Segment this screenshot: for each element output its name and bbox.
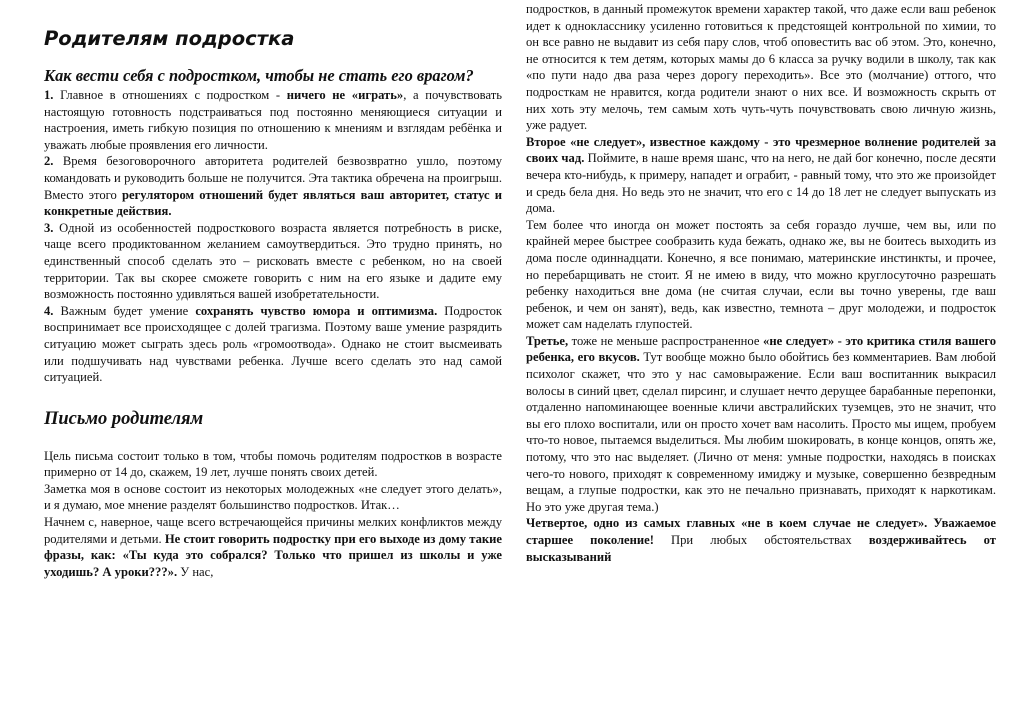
text-run: тоже не меньше распространенное	[568, 333, 764, 348]
text-run: Цель письма состоит только в том, чтобы помочь родителям подростков в возрасте примерно от 14 до, скажем, 19 лет, лучше понять своих детей.	[44, 448, 502, 480]
left-column	[44, 0, 502, 724]
bold-text-run: 3.	[44, 220, 54, 235]
fourth-rule-paragraph	[526, 515, 996, 565]
bold-text-run: Не стоит говорить подростку при его выходе из дому такие фразы, как: «Ты куда это собрался? Только что пришел из школы и уже уходишь? А уроки???».	[44, 531, 502, 579]
text-run: Заметка моя в основе состоит из некоторых молодежных «не следует этого делать», и я думаю, мое мнение разделят большинство подростков. Итак…	[44, 481, 502, 513]
text-run: При любых обстоятельствах	[653, 533, 869, 547]
right-column	[526, 0, 996, 724]
text-run: Главное в отношениях с подростком -	[53, 88, 287, 102]
letter-intro	[44, 448, 502, 481]
bold-text-run: сохранять чувство юмора и оптимизма.	[195, 303, 438, 318]
bold-text-run: 1.	[44, 88, 54, 102]
third-rule-paragraph	[526, 333, 996, 516]
bold-text-run: 4.	[44, 303, 54, 318]
bold-text-run: ничего не «играть»	[286, 88, 404, 102]
page-title: Родителям подростка	[44, 27, 295, 50]
bold-text-run: Третье,	[526, 333, 569, 348]
second-rule-paragraph	[526, 134, 996, 217]
paragraph-4	[44, 303, 502, 386]
bold-text-run: Второе «не следует», известное каждому - это чрезмерное волнение родителей за своих чад.	[526, 134, 996, 166]
text-run: Время безоговорочного авторитета родителей безвозвратно ушло, поэтому командовать и руководить больше не получится. Эта тактика обречена на проигрыш. Вместо этого	[44, 154, 502, 202]
text-run: Одной из особенностей подросткового возраста является потребность в риске, чаще всего продиктованном желанием самоутвердиться. Это трудно принять, но единственный способ сделать это – рисковать вместе с ребенком, но на своей территории. Так вы скорее сможете говорить с ним на его языке и дадите ему возможность постоянно удивляться вашей изобретательности.	[44, 220, 502, 302]
text-run: Поймите, в наше время шанс, что на него, не дай бог конечно, после десяти вечера кто-нибудь, к примеру, нападет и ограбит, - равный тому, что это же произойдет и средь бела дня. Но ведь это не значит, что его с 14 до 18 лет не следует выпускать из дома.	[526, 151, 996, 216]
text-run: Начнем с, наверное, чаще всего встречающейся причины мелких конфликтов между родителями и детьми.	[44, 515, 502, 546]
paragraph-1	[44, 87, 502, 153]
text-run: У нас,	[177, 564, 214, 579]
text-run: подростков, в данный промежуток времени характер такой, что даже если ваш ребенок идет к однокласснику усиленно готовиться к предстоящей контрольной по химии, то он все равно не выдавит из себя пару слов, чтоб оповестить вас об этом. Это, конечно, не относится к тем детям, которых мамы до 6 класса за ручку водили в школу, так как «по пути надо два раза через дорогу переходить». Все это (молчание) оттого, что подросткам не нравится, когда родители знают о них все. И возможность скрыть от них хоть эту мелочь, тем самым хоть чуть-чуть почувствовать свою личную жизнь, уже радует.	[526, 2, 996, 133]
second-rule-continued	[526, 217, 996, 333]
letter-heading: Письмо родителям	[44, 408, 204, 429]
bold-text-run: Четвертое, одно из самых главных «не в коем случае не следует». Уважаемое старшее поколение!	[526, 516, 996, 547]
bold-text-run: 2.	[44, 154, 54, 169]
text-run: Тем более что иногда он может постоять за себя гораздо лучше, чем вы, или по крайней мерее быстрее сообразить куда бежать, однако же, вы не боитесь выходить из дома после одиннадцати. Конечно, я все понимаю, материнские инстинкты, и прочее, но перебарщивать не стоит. Я не имею в виду, что можно круглосуточно разрешать ребенку находиться вне дома (не считая случаи, если вы точно уверены, где ваш ребенок, и чем он занят), ведь, как известно, темнота – друг молодежи, и подросток может сам наделать глупостей.	[526, 217, 996, 332]
section-subtitle: Как вести себя с подростком, чтобы не стать его врагом?	[44, 66, 474, 85]
paragraph-2	[44, 153, 502, 219]
text-run: , а почувствовать настоящую готовность подстраиваться под постоянно меняющиеся ситуации и настроения, иметь гибкую позиция по отношению к мнениям и взглядам ребёнка и уважать любые проявления его личности.	[44, 88, 502, 152]
text-run: Подросток воспринимает все происходящее с долей трагизма. Поэтому ваше умение разрядить ситуацию может сыграть здесь роль «громоотвода». Однако не стоит высмеивать или подшучивать над чувствами ребенка. Лучше всего сделать это над самой ситуацией.	[44, 303, 502, 385]
text-run: Важным будет умение	[53, 303, 196, 318]
letter-paragraph-1	[44, 514, 502, 580]
continued-paragraph	[526, 1, 996, 134]
letter-note	[44, 481, 502, 514]
bold-text-run: регулятором отношений будет являться ваш авторитет, статус и конкретные действия.	[44, 187, 502, 219]
paragraph-3	[44, 220, 502, 303]
bold-text-run: «не следует» - это критика стиля вашего ребенка, его вкусов.	[526, 333, 997, 365]
text-run: Тут вообще можно было обойтись без комментариев. Вам любой психолог скажет, что это у нас самовыражение. Если ваш воспитанник выкрасил волосы в синий цвет, сделал пирсинг, и слушает нечто дерущее барабанные перепонки, отдаленно напоминающее военные кличи австралийских туземцев, это не значит, что вы его плохо воспитали, или он просто хочет вам насолить. Просто мы ищем, пробуем что-то новое, пытаемся выделиться. Мы любим шокировать, в конце концов, опять же, потому, что это нас выделяет. (Лично от меня: умные подростки, находясь в поисках чего-то нового, приходят к современному имиджу и музыке, совершенно безвредным вещам, а глупые подростки, как это не печально признавать, приходят к наркотикам. Но это уже другая тема.)	[526, 350, 996, 514]
bold-text-run: воздерживайтесь от высказываний	[526, 533, 996, 564]
